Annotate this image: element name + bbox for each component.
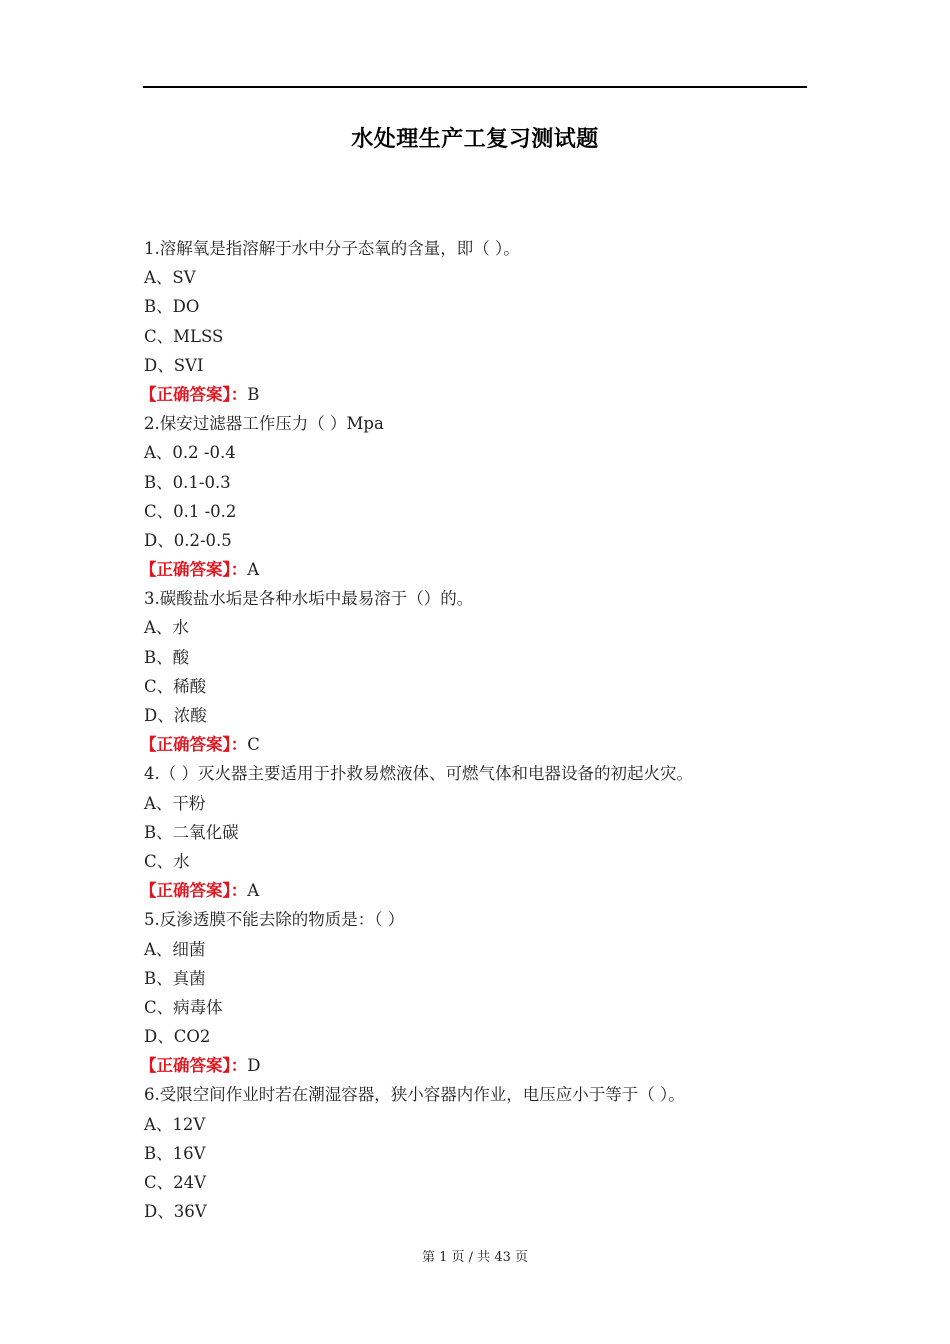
- option-b: B、真菌: [144, 968, 206, 988]
- option-a: A、干粉: [144, 793, 206, 813]
- option-b: B、16V: [144, 1143, 206, 1163]
- question-stem: 6.受限空间作业时若在潮湿容器，狭小容器内作业，电压应小于等于（ ）。: [144, 1085, 685, 1105]
- question-stem: 2.保安过滤器工作压力（ ）Mpa: [144, 414, 384, 434]
- answer-label: 【正确答案】：: [140, 560, 248, 580]
- question-stem: 3.碳酸盐水垢是各种水垢中最易溶于（）的。: [144, 589, 474, 609]
- option-a: A、水: [144, 618, 189, 638]
- option-c: C、24V: [144, 1173, 207, 1192]
- document-title: 水处理生产工复习测试题: [351, 127, 599, 152]
- option-c: C、稀酸: [144, 676, 207, 696]
- answer-value: D: [247, 1056, 261, 1076]
- answer-label: 【正确答案】：: [140, 735, 248, 755]
- option-b: B、二氧化碳: [144, 822, 239, 842]
- option-b: B、酸: [144, 647, 190, 667]
- option-b: B、DO: [144, 297, 200, 317]
- option-d: D、CO2: [144, 1027, 211, 1047]
- option-c: C、MLSS: [144, 326, 224, 346]
- option-d: D、36V: [144, 1202, 207, 1222]
- option-d: D、浓酸: [144, 706, 207, 725]
- option-a: A、细菌: [144, 939, 206, 959]
- question-list: [140, 234, 824, 1226]
- option-c: C、0.1 -0.2: [144, 501, 237, 521]
- option-a: A、SV: [144, 268, 196, 288]
- answer-line: [140, 380, 824, 409]
- option-a: A、12V: [144, 1114, 206, 1134]
- option-c: C、水: [144, 851, 190, 871]
- answer-value: C: [247, 735, 260, 755]
- answer-value: A: [247, 881, 260, 901]
- page-footer: 第 1 页 / 共 43 页: [422, 1250, 528, 1265]
- question-stem: 5.反渗透膜不能去除的物质是：（ ）: [144, 910, 405, 930]
- option-b: B、0.1-0.3: [144, 472, 231, 492]
- option-c: C、病毒体: [144, 997, 223, 1017]
- answer-line: [140, 1051, 824, 1080]
- answer-value: A: [247, 560, 260, 580]
- answer-line: [140, 876, 824, 905]
- question-stem: 4.（ ）灭火器主要适用于扑救易燃液体、可燃气体和电器设备的初起火灾。: [144, 764, 693, 784]
- option-a: A、0.2 -0.4: [144, 443, 236, 463]
- answer-label: 【正确答案】：: [140, 1056, 248, 1076]
- option-d: D、SVI: [144, 355, 204, 375]
- answer-label: 【正确答案】：: [140, 384, 248, 404]
- option-d: D、0.2-0.5: [144, 530, 232, 550]
- answer-label: 【正确答案】：: [140, 881, 248, 901]
- answer-line: [140, 730, 824, 759]
- header-rule: [143, 86, 807, 88]
- question-stem: 1.溶解氧是指溶解于水中分子态氧的含量，即（ ）。: [144, 239, 520, 258]
- answer-line: [140, 555, 824, 584]
- answer-value: B: [247, 384, 260, 404]
